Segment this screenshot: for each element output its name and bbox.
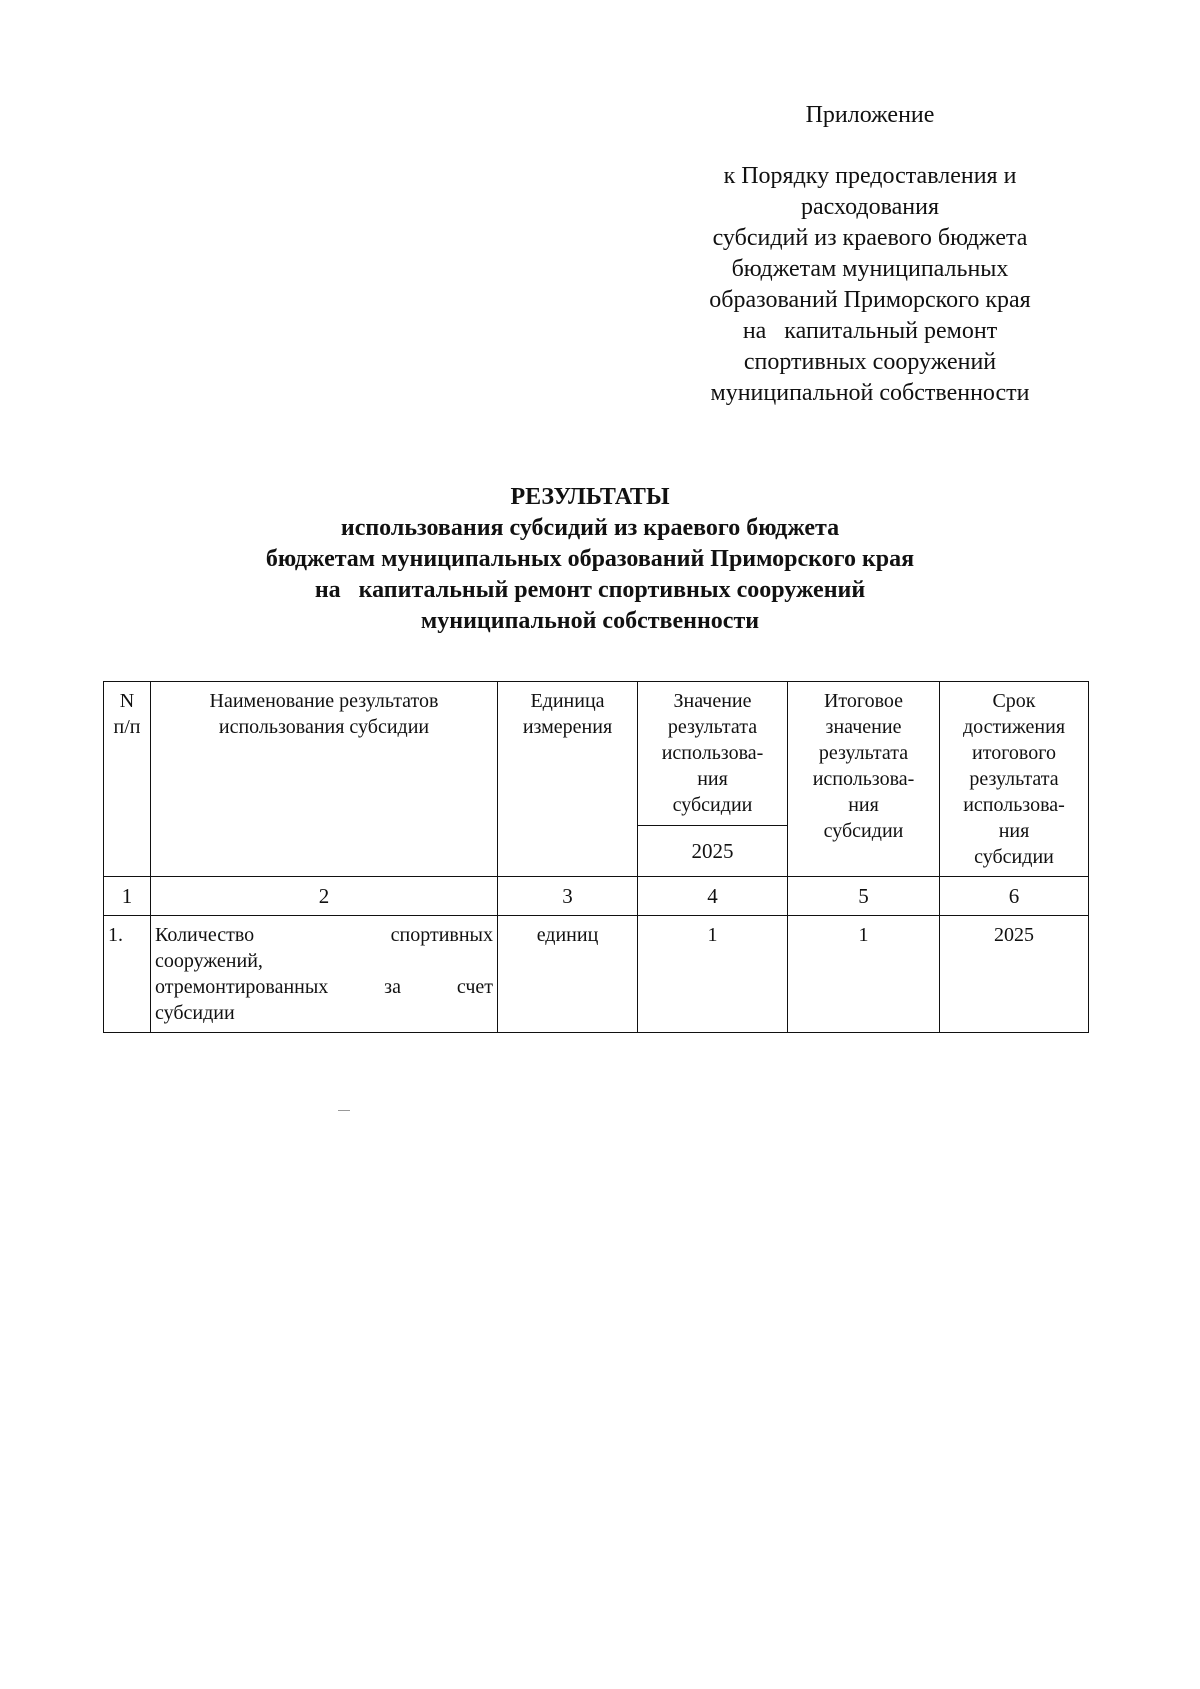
header-text: использова- bbox=[963, 794, 1065, 816]
row-name-line: Количество спортивных bbox=[155, 924, 493, 946]
header-text: Значение bbox=[673, 690, 752, 712]
header-text: ния bbox=[848, 794, 879, 816]
header-text: субсидии bbox=[823, 820, 904, 842]
appendix-line: субсидий из краевого бюджета bbox=[712, 225, 1028, 251]
column-number-cell: 6 bbox=[940, 877, 1089, 916]
header-text: субсидии bbox=[672, 794, 753, 816]
header-text: использования субсидии bbox=[218, 716, 430, 738]
header-text: результата bbox=[969, 768, 1059, 790]
row-deadline-cell: 2025 bbox=[940, 916, 1089, 1033]
header-text: ния bbox=[697, 768, 728, 790]
column-number-cell: 2 bbox=[151, 877, 498, 916]
document-title-line: муниципальной собственности bbox=[420, 608, 760, 634]
row-name-line: отремонтированных за счет bbox=[155, 976, 493, 998]
row-name-line: субсидии bbox=[155, 1002, 235, 1024]
header-text: результата bbox=[667, 716, 758, 738]
header-text: субсидии bbox=[974, 846, 1054, 868]
header-text: п/п bbox=[113, 716, 141, 738]
header-text: Единица bbox=[530, 690, 605, 712]
header-text: итогового bbox=[972, 742, 1056, 764]
appendix-line: расходования bbox=[801, 194, 939, 220]
header-text: использова- bbox=[661, 742, 764, 764]
header-cell-deadline bbox=[940, 682, 1089, 877]
row-name-line: сооружений, bbox=[155, 950, 263, 972]
row-value-cell: 1 bbox=[638, 916, 788, 1033]
appendix-line: на капитальный ремонт bbox=[742, 318, 998, 344]
appendix-line: муниципальной собственности bbox=[710, 380, 1030, 406]
appendix-line: бюджетам муниципальных bbox=[731, 256, 1009, 282]
document-title-line: использования субсидий из краевого бюджета bbox=[340, 515, 840, 541]
header-text: результата bbox=[818, 742, 909, 764]
header-text: использова- bbox=[812, 768, 915, 790]
header-text: Наименование результатов bbox=[209, 690, 439, 712]
document-title bbox=[150, 482, 1030, 637]
table-header-row bbox=[104, 682, 1089, 826]
document-title-line: бюджетам муниципальных образований Приморского края bbox=[265, 546, 915, 572]
header-text: измерения bbox=[522, 716, 613, 738]
appendix-block bbox=[660, 100, 1080, 409]
column-number-row bbox=[104, 877, 1089, 916]
header-cell-year: 2025 bbox=[638, 826, 788, 877]
document-title-line: на капитальный ремонт спортивных сооружений bbox=[314, 577, 866, 603]
appendix-line: спортивных сооружений bbox=[743, 349, 997, 375]
scan-mark bbox=[338, 1110, 350, 1111]
document-title-heading: РЕЗУЛЬТАТЫ bbox=[510, 484, 670, 510]
header-cell-unit bbox=[498, 682, 638, 877]
column-number-cell: 5 bbox=[788, 877, 940, 916]
row-final-value-cell: 1 bbox=[788, 916, 940, 1033]
header-text: Итоговое bbox=[823, 690, 904, 712]
header-text: ния bbox=[998, 820, 1030, 842]
appendix-line: к Порядку предоставления и bbox=[723, 163, 1017, 189]
header-text: значение bbox=[825, 716, 902, 738]
header-cell-final-value bbox=[788, 682, 940, 877]
column-number-cell: 1 bbox=[104, 877, 151, 916]
table-row bbox=[104, 916, 1089, 1033]
column-number-cell: 3 bbox=[498, 877, 638, 916]
column-number-cell: 4 bbox=[638, 877, 788, 916]
row-name-cell bbox=[151, 916, 498, 1033]
header-cell-result-name bbox=[151, 682, 498, 877]
appendix-heading: Приложение bbox=[805, 102, 935, 128]
appendix-line: образований Приморского края bbox=[709, 287, 1031, 313]
results-table bbox=[103, 681, 1089, 1033]
header-text: Срок bbox=[992, 690, 1036, 712]
row-unit-cell: единиц bbox=[498, 916, 638, 1033]
header-cell-value bbox=[638, 682, 788, 826]
row-number-cell: 1. bbox=[104, 916, 151, 1033]
header-text: N bbox=[119, 690, 135, 712]
header-cell-number bbox=[104, 682, 151, 877]
header-text: достижения bbox=[962, 716, 1066, 738]
